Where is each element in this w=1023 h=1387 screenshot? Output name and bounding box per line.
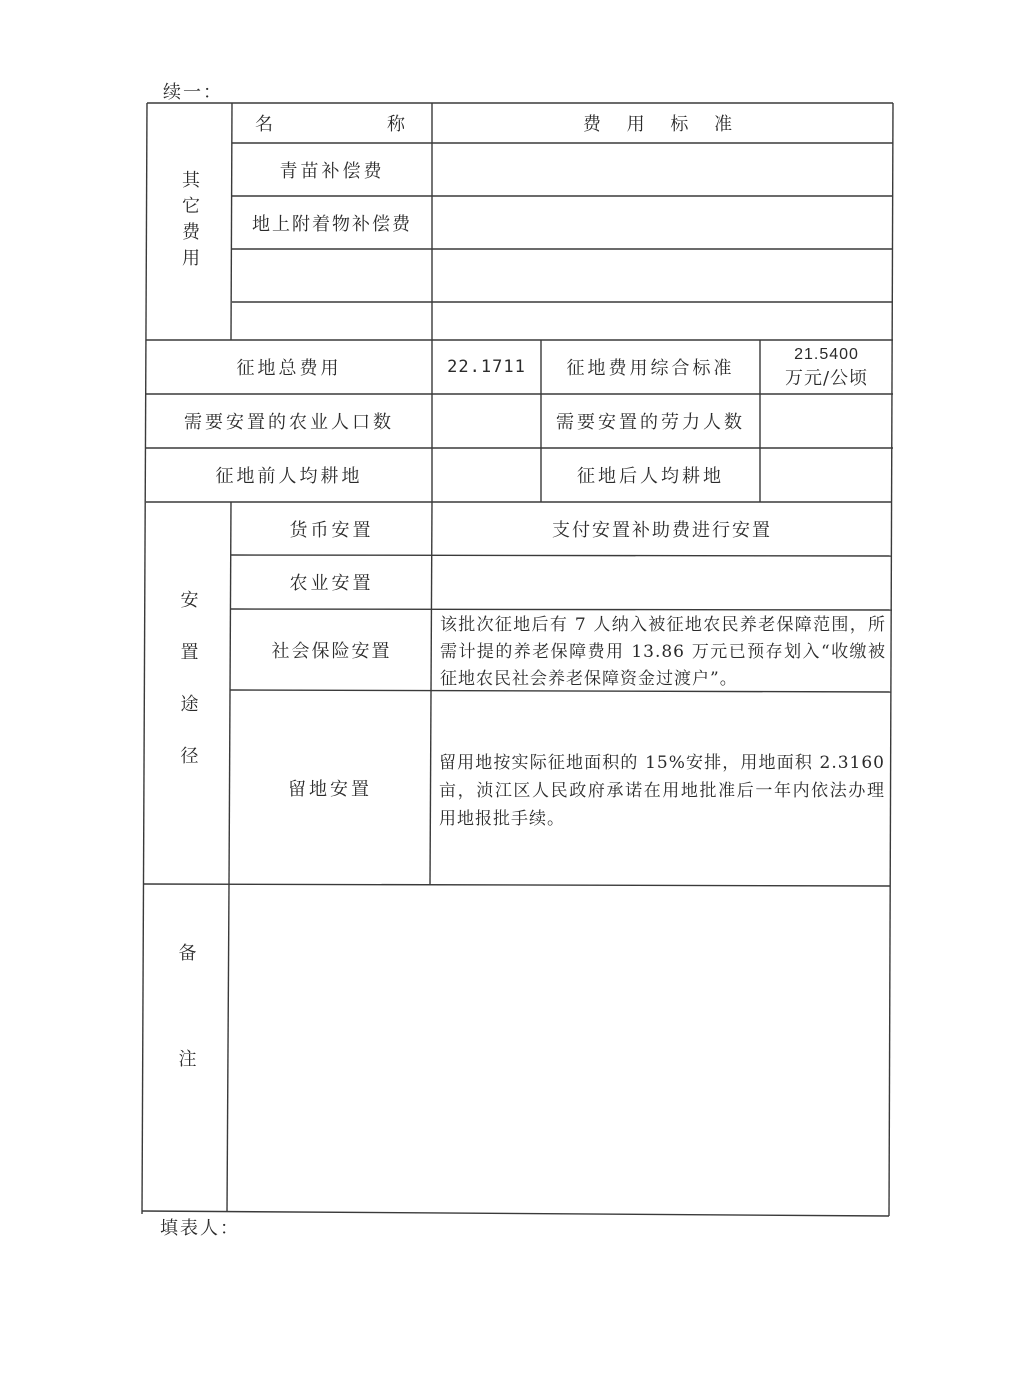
resettlement-row-content: 该批次征地后有 7 人纳入被征地农民养老保障范围，所需计提的养老保障费用 13.86 万元已预存划入“收缴被征地农民社会养老保障资金过渡户”。 [440,615,886,689]
remarks-title-text: 备注 [175,942,197,1155]
labor-count-value [760,394,893,448]
fee-row-name: 地上附着物补偿费 [252,213,412,235]
continued-label: 续一： [163,82,223,103]
resettlement-row-label: 农业安置 [289,573,374,594]
fee-row-standard [432,249,893,302]
resettlement-row-label: 货币安置 [289,519,374,541]
fee-row-name [232,249,432,302]
fee-row-name [232,302,432,340]
other-fees-title-text: 其它费用 [179,169,200,274]
fee-row-name: 青苗补偿费 [279,160,385,182]
total-cost-value: 22.1711 [447,357,526,377]
agri-population-value [432,394,541,448]
column-header-name: 名 称 [255,114,409,135]
comprehensive-standard-cell [760,340,893,394]
comprehensive-standard-unit: 万元/公顷 [784,368,869,389]
resettlement-title-text: 安置途径 [177,589,199,798]
remarks-content [228,885,889,1212]
resettlement-row-content [432,555,892,609]
filler-label: 填表人： [160,1218,240,1239]
comprehensive-standard-value: 21.5400 [794,346,859,363]
farmland-before-value [432,448,541,502]
farmland-after-value [760,448,893,502]
fee-row-standard [432,143,893,196]
total-cost-label: 征地总费用 [236,358,342,379]
resettlement-row-content: 支付安置补助费进行安置 [552,519,772,541]
fee-row-standard [432,196,893,249]
resettlement-row-label: 留地安置 [288,779,372,800]
remarks-section-title [144,885,228,1212]
column-header-fee-standard: 费 用 标 准 [582,114,743,135]
labor-count-label: 需要安置的劳力人数 [556,412,745,433]
comprehensive-standard-label: 征地费用综合标准 [566,358,735,379]
farmland-after-label: 征地后人均耕地 [577,466,724,487]
resettlement-row-label: 社会保险安置 [271,641,392,662]
agri-population-label: 需要安置的农业人口数 [184,412,394,433]
fee-row-standard [432,302,893,340]
resettlement-row-content: 留用地按实际征地面积的 15%安排，用地面积 2.3160 亩，浈江区人民政府承诺在用地批准后一年内依法办理用地报批手续。 [439,753,885,829]
other-fees-section-title [147,103,232,340]
resettlement-section-title [146,502,230,885]
farmland-before-label: 征地前人均耕地 [215,466,363,487]
